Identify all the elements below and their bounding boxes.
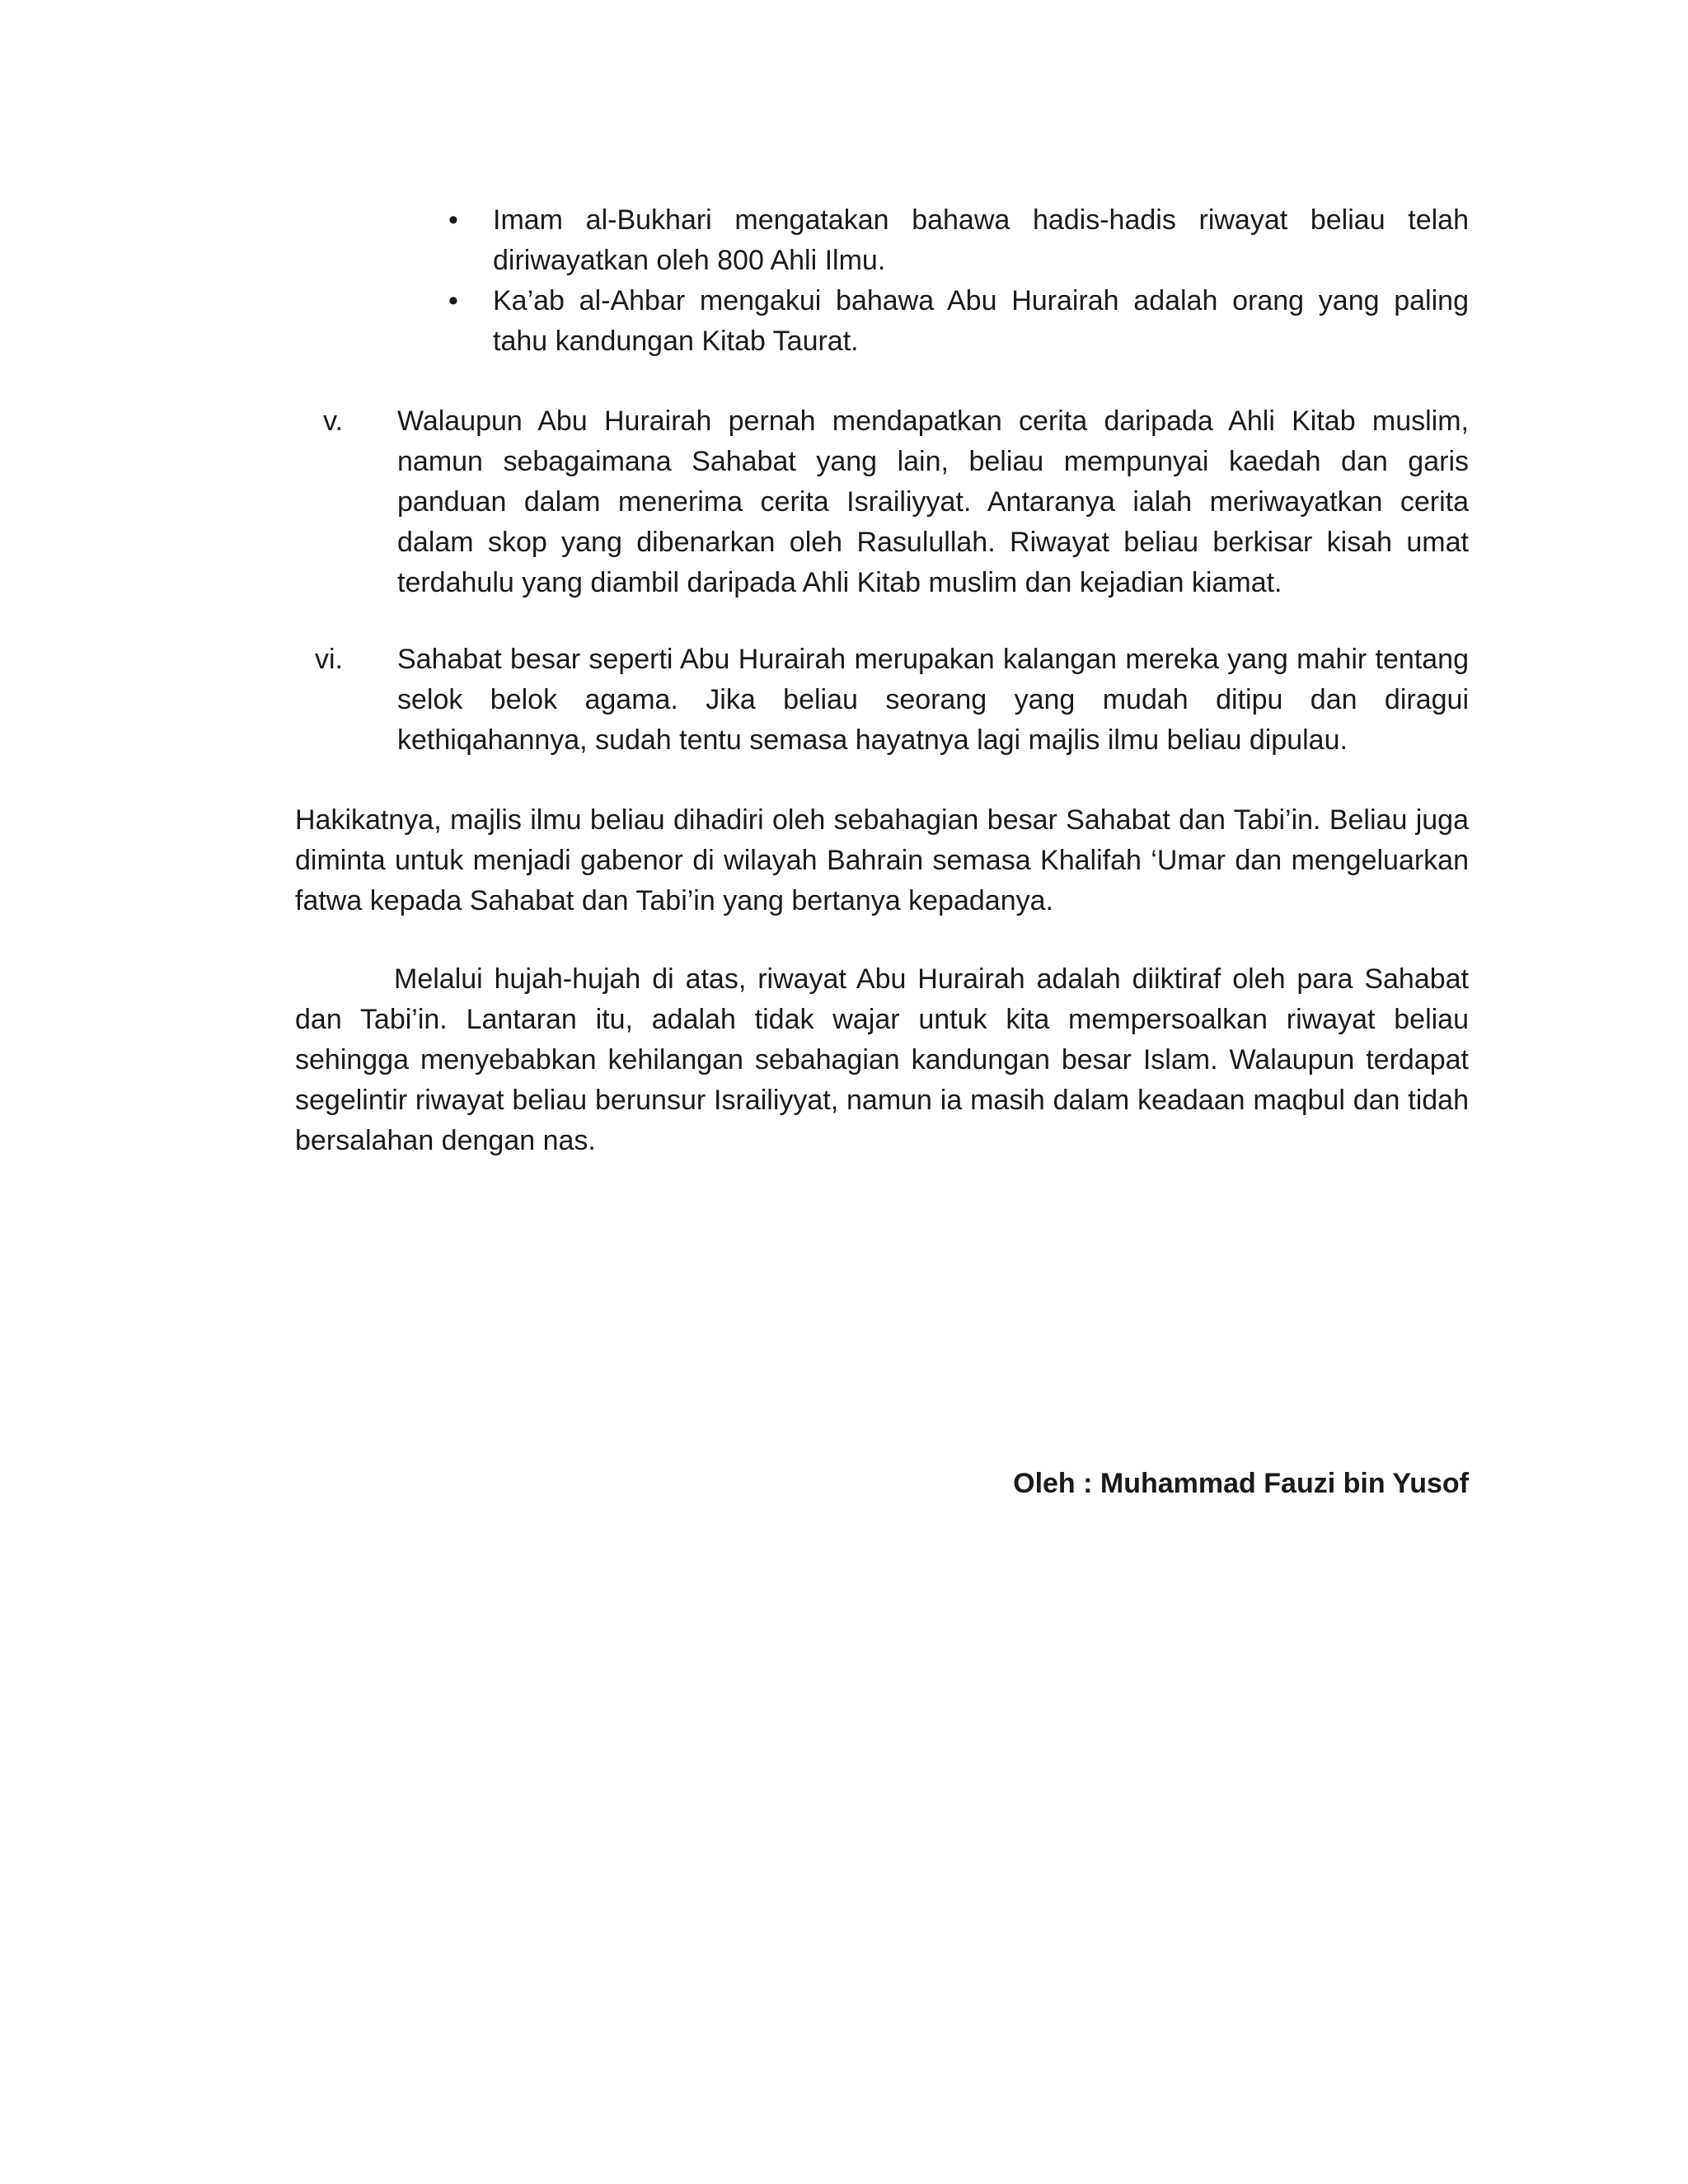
bullet-text: Ka’ab al-Ahbar mengakui bahawa Abu Hurairah adalah orang yang paling tahu kandungan Kitab Taurat. (493, 285, 1469, 357)
bullet-icon: • (448, 204, 458, 236)
roman-list-item-vi (305, 640, 1469, 761)
list-item-text: Sahabat besar seperti Abu Hurairah merupakan kalangan mereka yang mahir tentang selok belok agama. Jika beliau seorang yang mudah ditipu dan diragui kethiqahannya, sudah tentu semasa hayatnya lagi majlis ilmu beliau dipulau. (397, 644, 1469, 756)
author-signature: Oleh : Muhammad Fauzi bin Yusof (1013, 1468, 1469, 1499)
list-item (305, 401, 1469, 603)
paragraph-indented: Melalui hujah-hujah di atas, riwayat Abu Hurairah adalah diiktiraf oleh para Sahabat dan Tabi’in. Lantaran itu, adalah tidak wajar untuk kita mempersoalkan riwayat beliau sehingga menyebabkan kehilangan sebahagian kandungan besar Islam. Walaupun terdapat segelintir riwayat beliau berunsur Israiliyyat, namun ia masih dalam keadaan maqbul dan tidah bersalahan dengan nas. (295, 963, 1469, 1156)
list-item (305, 640, 1469, 761)
bullet-list (445, 200, 1469, 362)
bullet-text: Imam al-Bukhari mengatakan bahawa hadis-hadis riwayat beliau telah diriwayatkan oleh 800 Ahli Ilmu. (493, 204, 1469, 276)
bullet-icon: • (448, 285, 458, 316)
list-numeral: v. (323, 405, 343, 437)
paragraph: Hakikatnya, majlis ilmu beliau dihadiri oleh sebahagian besar Sahabat dan Tabi’in. Beliau juga diminta untuk menjadi gabenor di wilayah Bahrain semasa Khalifah ‘Umar dan mengeluarkan fatwa kepada Sahabat dan Tabi’in yang bertanya kepadanya. (295, 804, 1469, 916)
list-numeral: vi. (315, 644, 343, 675)
roman-list-item-v (305, 401, 1469, 603)
bullet-item (445, 281, 1469, 362)
bullet-item (445, 200, 1469, 281)
list-item-text: Walaupun Abu Hurairah pernah mendapatkan cerita daripada Ahli Kitab muslim, namun sebagaimana Sahabat yang lain, beliau mempunyai kaedah dan garis panduan dalam menerima cerita Israiliyyat. Antaranya ialah meriwayatkan cerita dalam skop yang dibenarkan oleh Rasulullah. Riwayat beliau berkisar kisah umat terdahulu yang diambil daripada Ahli Kitab muslim dan kejadian kiamat. (397, 405, 1469, 598)
